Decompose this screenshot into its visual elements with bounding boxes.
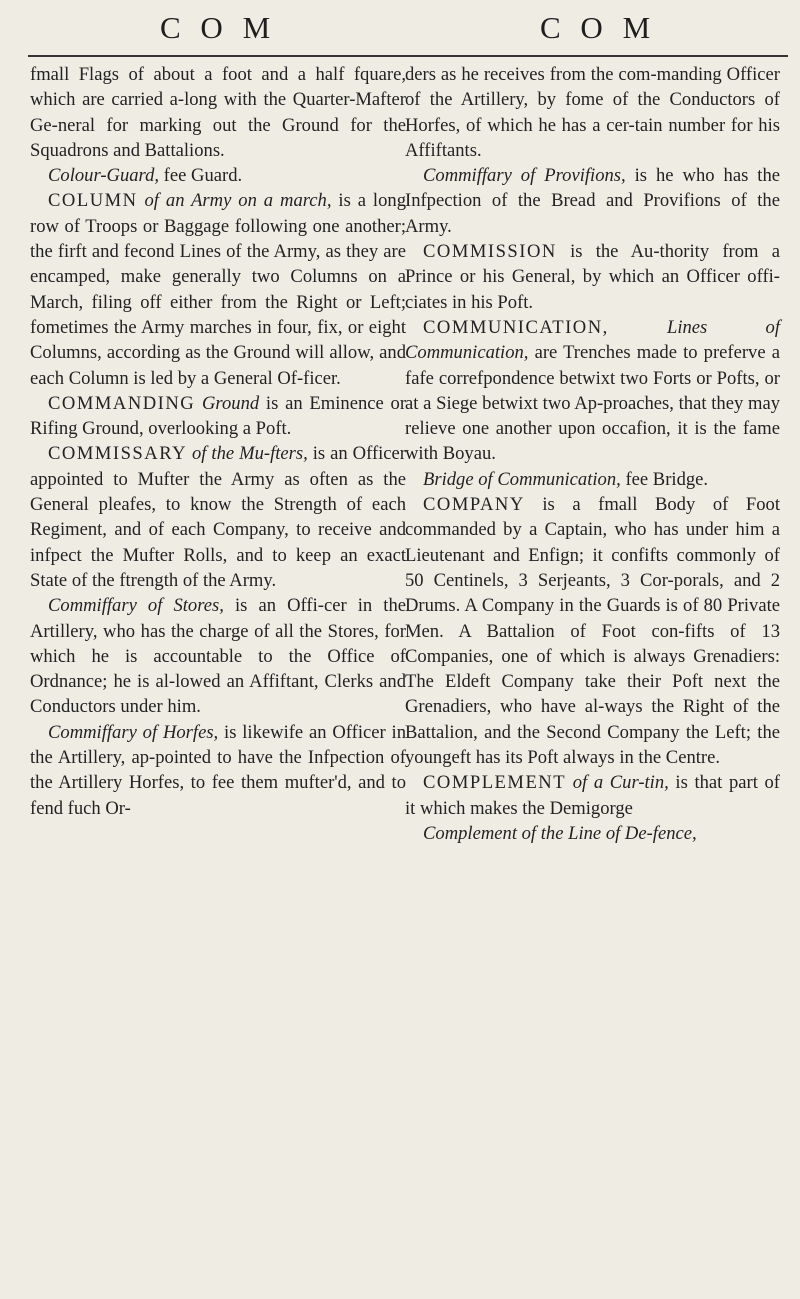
entry-communication: COMMUNICATION, Lines of Communication, are Trenches made to preferve a fafe correfpondence betwixt two Forts or Pofts, or at a Siege betwixt two Ap-proaches, that they may relieve one another upon occafion, it is the fame with Boyau. [405,316,780,465]
header-rule [28,55,788,57]
right-column [405,62,780,846]
entry-flags-continuation: fmall Flags of about a foot and a half fquare, which are carried a-long with the Quarter-Mafter Ge-neral for marking out the Ground for the Squadrons and Battalions. [30,64,406,161]
entry-company: COMPANY is a fmall Body of Foot commanded by a Captain, who has under him a Lieutenant and Enfign; it confifts commonly of 50 Centinels, 3 Serjeants, 3 Cor-porals, and 2 Drums. A Company in the Guards is of 80 Private Men. A Battalion of Foot con-fifts of 13 Companies, one of which is always Grenadiers: The Eldeft Company take their Poft next the Grenadiers, who have al-ways the Right of the Battalion, and the Second Company the Left; the youngeft has its Poft always in the Centre. [405,494,780,769]
entry-commissary-musters: COMMISSARY of the Mu-fters, is an Officer appointed to Mufter the Army as often as the General pleafes, to know the Strength of each Regiment, and of each Company, to receive and infpect the Mufter Rolls, and to keep an exact State of the ftrength of the Army. [30,443,406,591]
entry-commissary-stores: Commiffary of Stores, is an Offi-cer in the Artillery, who has the charge of all the Stores, for which he is accountable to the Office of Ordnance; he is al-lowed an Affiftant, Clerks and Conductors under him. [30,595,407,718]
entry-column: COLUMN of an Army on a march, is a long row of Troops or Baggage following one another; the firft and fecond Lines of the Army, as they are encamped, make generally two Columns on a March, filing off either from the Right or Left; fometimes the Army marches in four, fix, or eight Columns, according as the Ground will allow, and each Column is led by a General Of-ficer. [30,190,406,389]
entry-complement-line-defence: Complement of the Line of De-fence, [423,822,697,844]
entry-commanding-ground: COMMANDING Ground is an Eminence or Rifing Ground, overlooking a Poft. [30,392,407,440]
running-head-left: C O M [160,10,277,45]
page-header [0,0,800,60]
entry-bridge-communication: Bridge of Communication, fee Bridge. [423,468,709,490]
entry-complement-curtin: COMPLEMENT of a Cur-tin, is that part of it which makes the Demigorge [405,772,780,819]
left-column [30,62,406,821]
entry-horses-continuation: ders as he receives from the com-manding Officer of the Artillery, by fome of the Conductors of Horfes, of which he has a cer-tain number for his Affiftants. [405,64,780,161]
running-head-right: C O M [540,10,657,45]
entry-commissary-horses: Commiffary of Horfes, is likewife an Officer in the Artillery, ap-pointed to have the Infpection of the Artillery Horfes, to fee them mufter'd, and to fend fuch Or- [30,721,406,819]
entry-commissary-provisions: Commiffary of Provifions, is he who has the Infpection of the Bread and Provifions of the Army. [405,165,780,237]
entry-commission: COMMISSION is the Au-thority from a Prince or his General, by which an Officer offi-ciates in his Poft. [405,241,780,313]
entry-colour-guard: Colour-Guard, fee Guard. [48,165,243,187]
